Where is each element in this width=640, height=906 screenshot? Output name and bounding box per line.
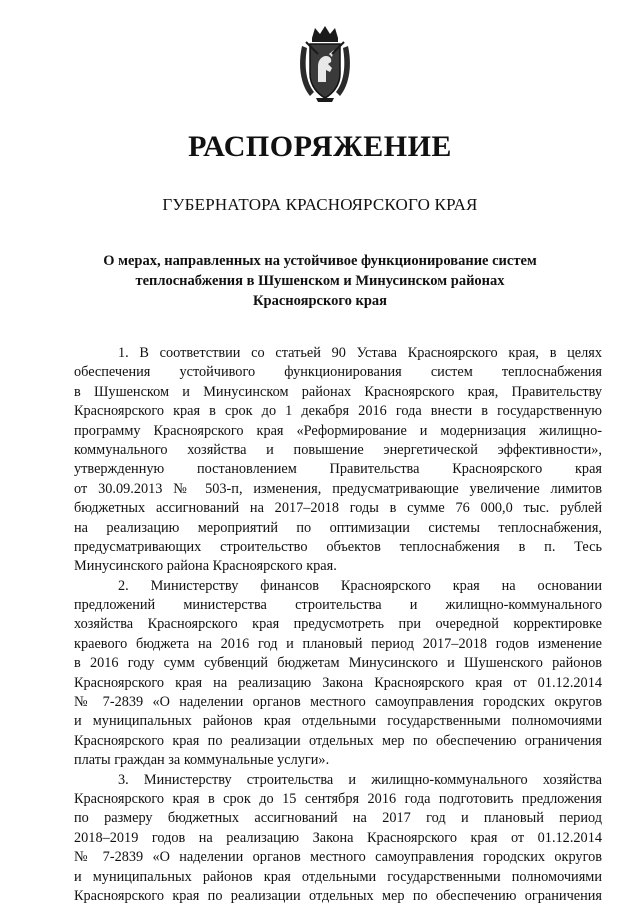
heading-line: О мерах, направленных на устойчивое функционирование систем	[103, 253, 537, 269]
body-line: обеспечения устойчивого функционирования систем теплоснабжения	[74, 364, 602, 381]
body-line: 1. В соответствии со статьей 90 Устава Красноярского края, в целях	[118, 345, 602, 361]
body-line: Красноярского края на реализацию Закона Красноярского края от 01.12.2014	[74, 674, 602, 691]
body-line: в Шушенском и Минусинском районах Красноярского края, Правительству	[74, 383, 602, 400]
body-line: краевого бюджета на 2016 год и плановый период 2017–2018 годов изменение	[74, 635, 602, 652]
body-line: по размеру бюджетных ассигнований на 2017 год и плановый период	[74, 810, 602, 827]
body-line: Минусинского района Красноярского края.	[74, 558, 337, 575]
body-line: программу Красноярского края «Реформирование и модернизация жилищно-	[74, 422, 602, 439]
body-line: платы граждан за коммунальные услуги».	[74, 752, 330, 769]
body-line: на реализацию мероприятий по оптимизации системы теплоснабжения,	[74, 519, 602, 536]
body-line: предусматривающих строительство объектов теплоснабжения в п. Тесь	[74, 538, 602, 555]
body-line: и муниципальных районов края отдельными государственными полномочиями	[74, 868, 602, 885]
body-line: и муниципальных районов края отдельными государственными полномочиями	[74, 713, 602, 730]
body-line: Красноярского края в срок до 15 сентября 2016 года подготовить предложения	[74, 790, 602, 807]
heading-line: Красноярского края	[253, 293, 387, 309]
heading-line: теплоснабжения в Шушенском и Минусинском районах	[135, 273, 505, 289]
body-line: предложений министерства строительства и жилищно-коммунального	[74, 597, 602, 614]
body-line: в 2016 году сумм субвенций бюджетам Минусинского и Шушенского районов	[74, 655, 602, 672]
body-line: Красноярского края по реализации отдельных мер по обеспечению ограничения	[74, 732, 602, 749]
document-subtitle: ГУБЕРНАТОРА КРАСНОЯРСКОГО КРАЯ	[162, 195, 478, 214]
body-line: бюджетных ассигнований на 2017–2018 годы в сумме 76 000,0 тыс. рублей	[74, 500, 602, 517]
body-line: Красноярского края по реализации отдельных мер по обеспечению ограничения	[74, 887, 602, 904]
body-line: хозяйства Красноярского края предусмотреть при очередной корректировке	[74, 616, 602, 633]
body-line: 2018–2019 годов на реализацию Закона Красноярского края от 01.12.2014	[74, 829, 602, 846]
krasnoyarsk-coat-of-arms-icon	[296, 24, 354, 104]
body-line: Красноярского края в срок до 1 декабря 2016 года внести в государственную	[74, 403, 602, 420]
document-title: РАСПОРЯЖЕНИЕ	[188, 130, 452, 163]
body-line: от 30.09.2013 № 503-п, изменения, предусматривающие увеличение лимитов	[74, 480, 602, 497]
body-line: № 7-2839 «О наделении органов местного самоуправления городских округов	[74, 849, 602, 866]
body-line: № 7-2839 «О наделении органов местного самоуправления городских округов	[74, 694, 602, 711]
body-line: утвержденную постановлением Правительства Красноярского края	[74, 461, 602, 478]
document-heading	[90, 251, 550, 311]
body-line: коммунального хозяйства и повышение энергетической эффективности»,	[74, 441, 602, 458]
body-line: 3. Министерству строительства и жилищно-коммунального хозяйства	[118, 771, 602, 788]
body-line: 2. Министерству финансов Красноярского края на основании	[118, 577, 602, 594]
document-body	[74, 344, 602, 906]
